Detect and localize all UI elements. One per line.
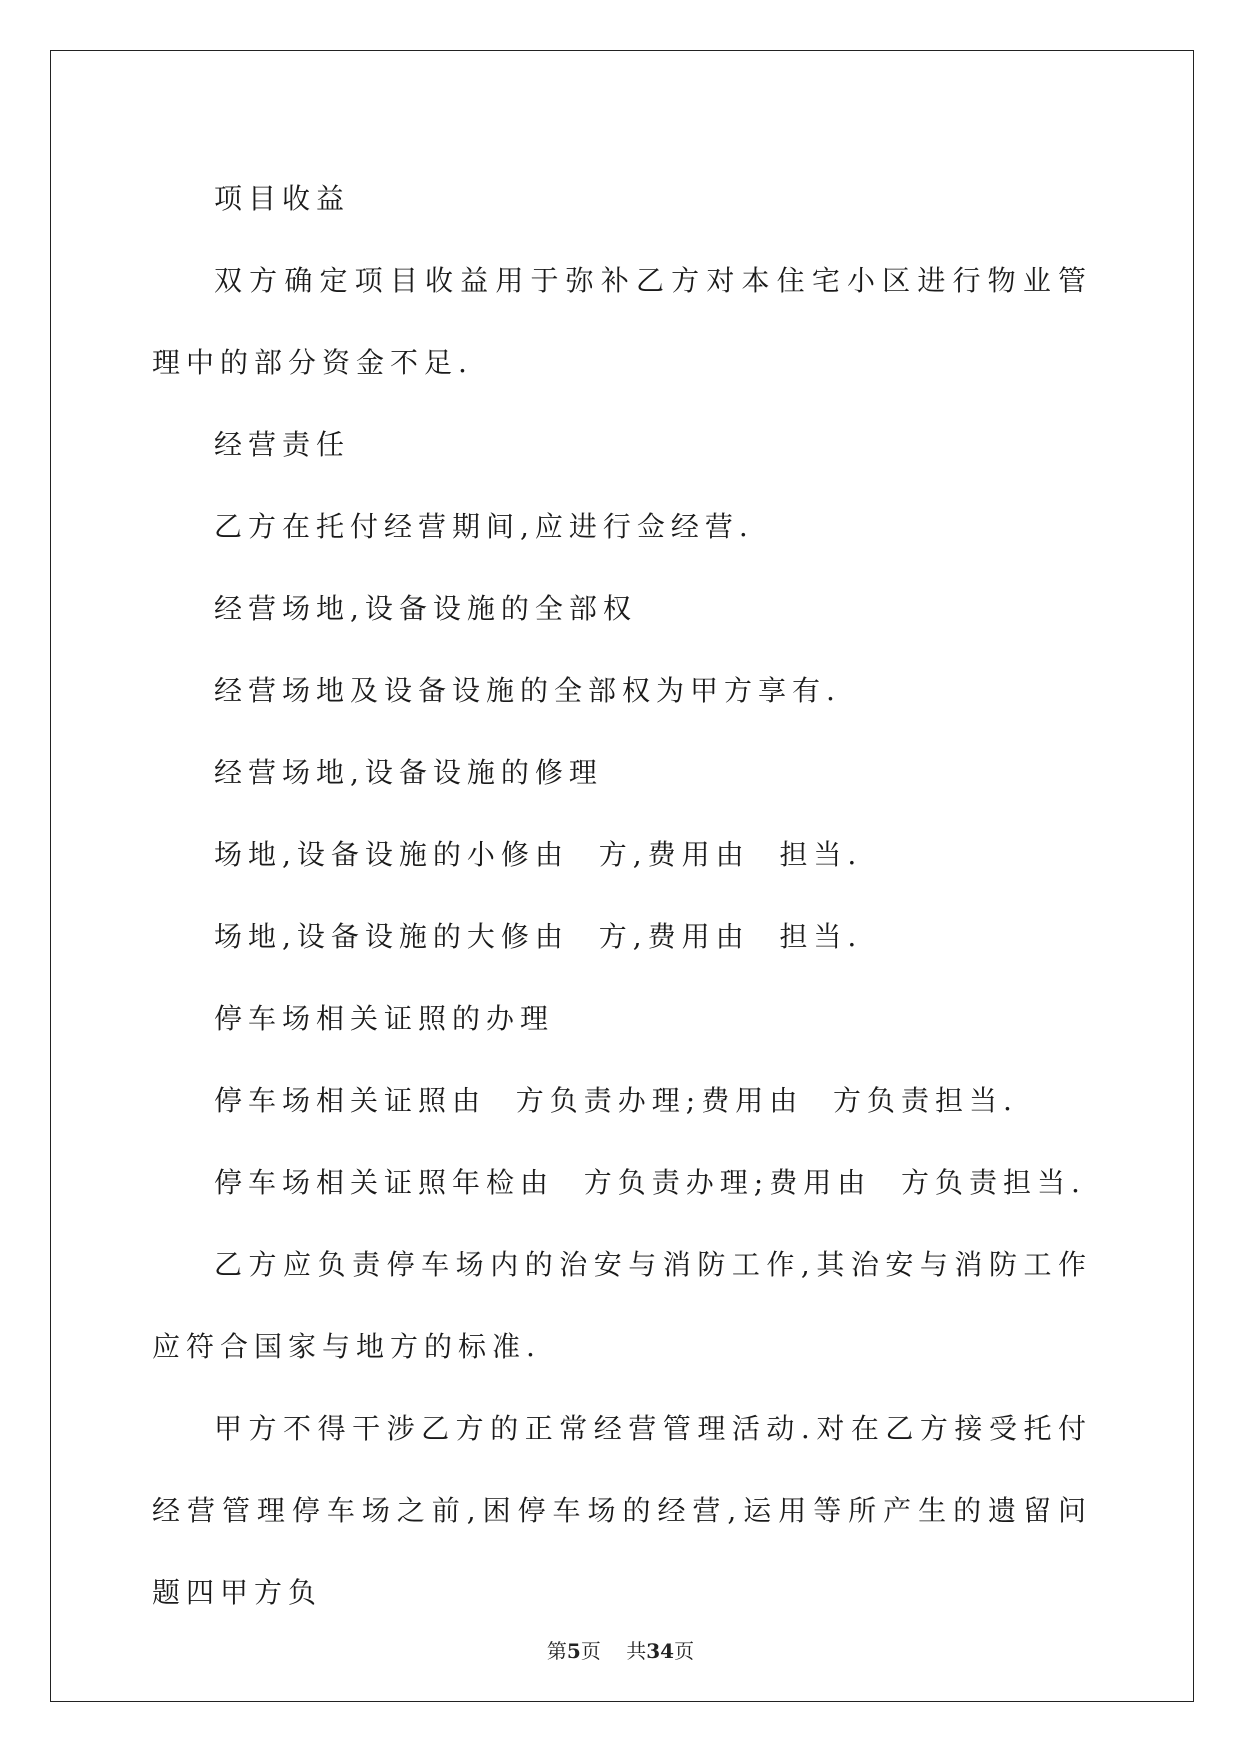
footer-page-suffix: 页	[580, 1639, 601, 1663]
paragraph: 场地,设备设施的大修由 方,费用由 担当.	[214, 920, 863, 953]
paragraph: 经营场地,设备设施的修理	[214, 756, 603, 789]
footer-prefix: 第	[546, 1639, 567, 1663]
footer-total-prefix: 共	[626, 1639, 647, 1663]
paragraph: 甲方不得干涉乙方的正常经营管理活动.对在乙方接受托付经营管理停车场之前,困停车场的经营,运用等所产生的遗留问题四甲方负	[152, 1412, 1092, 1609]
paragraph: 经营责任	[214, 428, 351, 461]
paragraph: 停车场相关证照年检由 方负责办理;费用由 方负责担当.	[214, 1166, 1086, 1199]
paragraph: 双方确定项目收益用于弥补乙方对本住宅小区进行物业管理中的部分资金不足.	[152, 264, 1092, 379]
paragraph: 经营场地及设备设施的全部权为甲方享有.	[214, 674, 841, 707]
total-pages: 34	[646, 1639, 675, 1663]
document-body	[152, 158, 1092, 1634]
paragraph: 项目收益	[214, 182, 351, 215]
paragraph: 场地,设备设施的小修由 方,费用由 担当.	[214, 838, 863, 871]
paragraph: 乙方应负责停车场内的治安与消防工作,其治安与消防工作应符合国家与地方的标准.	[152, 1248, 1092, 1363]
footer-total-suffix: 页	[674, 1639, 695, 1663]
paragraph: 乙方在托付经营期间,应进行佥经营.	[214, 510, 754, 543]
paragraph: 停车场相关证照的办理	[214, 1002, 555, 1035]
paragraph: 停车场相关证照由 方负责办理;费用由 方负责担当.	[214, 1084, 1018, 1117]
page-footer	[0, 1635, 1241, 1664]
page-number: 5	[566, 1639, 581, 1663]
paragraph: 经营场地,设备设施的全部权	[214, 592, 637, 625]
